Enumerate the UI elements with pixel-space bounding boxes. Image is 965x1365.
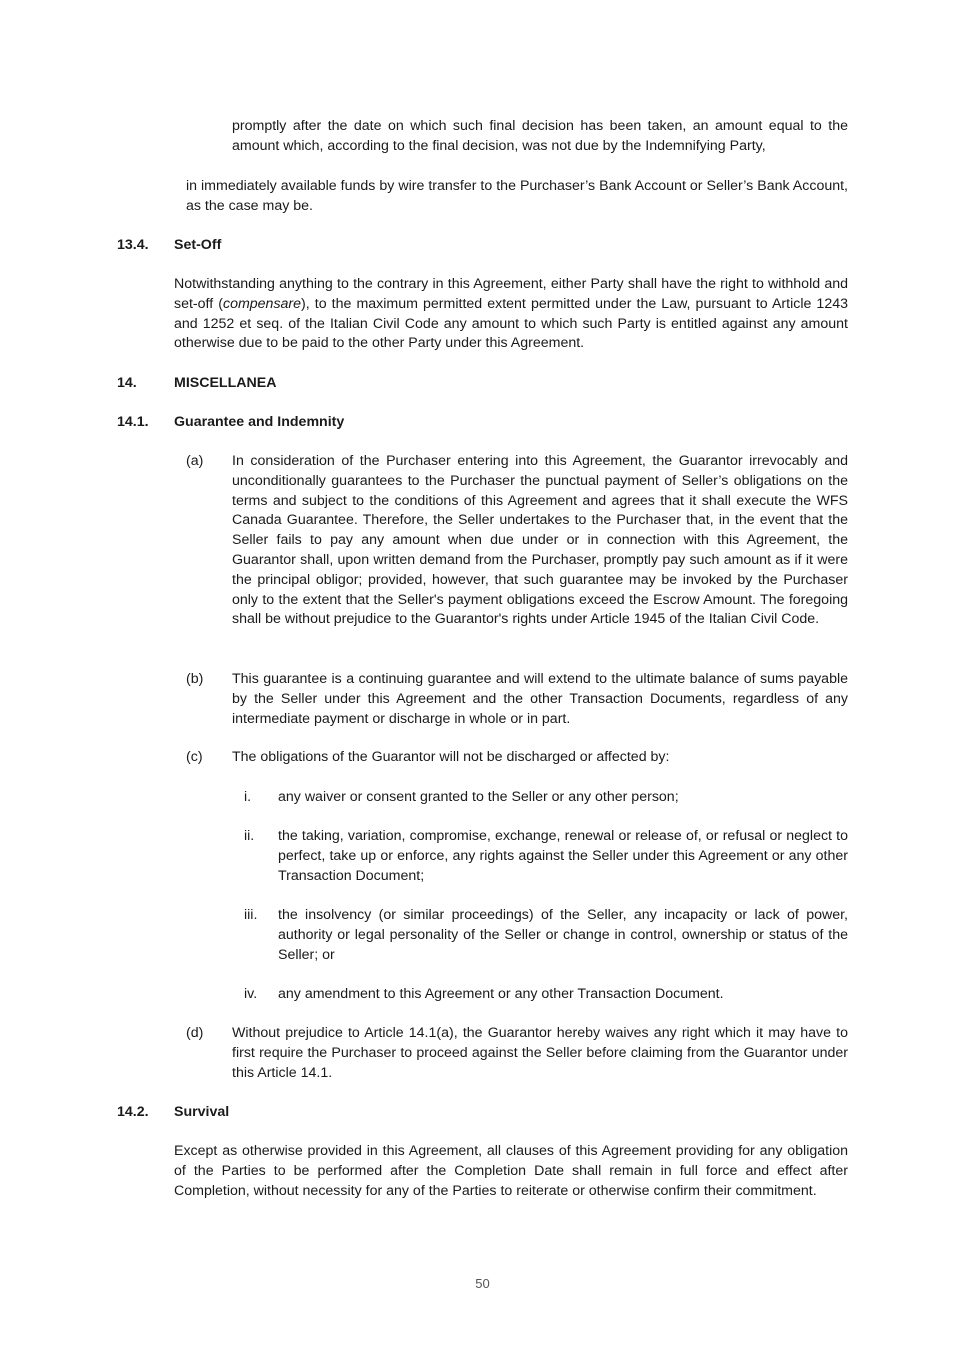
- section-title: Set-Off: [174, 237, 222, 253]
- subclause-label-ii: ii.: [244, 828, 255, 844]
- section-title: MISCELLANEA: [174, 375, 277, 391]
- clause-c: The obligations of the Guarantor will not be discharged or affected by:: [232, 749, 670, 765]
- subclause-label-iv: iv.: [244, 986, 258, 1002]
- clause-label-a: (a): [186, 453, 204, 469]
- intro-paragraph-2: in immediately available funds by wire transfer to the Purchaser’s Bank Account or Seller’s Bank Account, as the case may be.: [186, 178, 848, 214]
- clause-label-d: (d): [186, 1025, 204, 1041]
- section-number: 14.: [117, 375, 137, 391]
- intro-paragraph-1: promptly after the date on which such final decision has been taken, an amount equal to the amount which, according to the final decision, was not due by the Indemnifying Party,: [232, 118, 848, 154]
- subclause-label-iii: iii.: [244, 907, 258, 923]
- subclause-i: any waiver or consent granted to the Seller or any other person;: [278, 789, 679, 805]
- section-number: 13.4.: [117, 237, 149, 253]
- subclause-label-i: i.: [244, 789, 252, 805]
- subclause-iv: any amendment to this Agreement or any other Transaction Document.: [278, 986, 724, 1002]
- section-title: Survival: [174, 1104, 230, 1120]
- section-number: 14.1.: [117, 414, 149, 430]
- clause-b: This guarantee is a continuing guarantee and will extend to the ultimate balance of sums payable by the Seller under this Agreement and the other Transaction Documents, regardless of any intermediate payment or discharge in whole or in part.: [232, 671, 848, 727]
- subclause-iii: the insolvency (or similar proceedings) of the Seller, any incapacity or lack of power, authority or legal personality of the Seller or change in control, ownership or status of the Seller; or: [278, 907, 848, 963]
- italic-term: compensare: [222, 295, 302, 312]
- survival-paragraph: Except as otherwise provided in this Agreement, all clauses of this Agreement providing for any obligation of the Parties to be performed after the Completion Date shall remain in full force and effect after Completion, without necessity for any of the Parties to reiterate or otherwise confirm their commitment.: [174, 1143, 848, 1199]
- clause-a: In consideration of the Purchaser entering into this Agreement, the Guarantor irrevocably and unconditionally guarantees to the Purchaser the punctual payment of Seller’s obligations on the terms and subject to the conditions of this Agreement and agrees that it shall execute the WFS Canada Guarantee. Therefore, the Seller undertakes to the Purchaser that, in the event that the Seller fails to pay any amount when due under or in connection with this Agreement, the Guarantor shall, upon written demand from the Purchaser, promptly pay such amount as if it were the principal obligor; provided, however, that such guarantee may be invoked by the Purchaser only to the extent that the Seller's payment obligations exceed the Escrow Amount. The foregoing shall be without prejudice to the Guarantor's rights under Article 1945 of the Italian Civil Code.: [232, 453, 848, 628]
- section-number: 14.2.: [117, 1104, 149, 1120]
- section-title: Guarantee and Indemnity: [174, 414, 345, 430]
- clause-label-b: (b): [186, 671, 204, 687]
- clause-d: Without prejudice to Article 14.1(a), the Guarantor hereby waives any right which it may have to first require the Purchaser to proceed against the Seller before claiming from the Guarantor under this Article 14.1.: [232, 1025, 848, 1081]
- set-off-paragraph: Notwithstanding anything to the contrary in this Agreement, either Party shall have the right to withhold and set-off (compensare), to the maximum permitted extent permitted under the Law, pursuant to Article 1243 and 1252 et seq. of the Italian Civil Code any amount to which such Party is entitled against any amount otherwise due to be paid to the other Party under this Agreement.: [174, 276, 848, 352]
- subclause-ii: the taking, variation, compromise, exchange, renewal or release of, or refusal or neglect to perfect, take up or enforce, any rights against the Seller under this Agreement or any other Transaction Document;: [278, 828, 848, 884]
- page-number: 50: [475, 1276, 490, 1291]
- clause-label-c: (c): [186, 749, 203, 765]
